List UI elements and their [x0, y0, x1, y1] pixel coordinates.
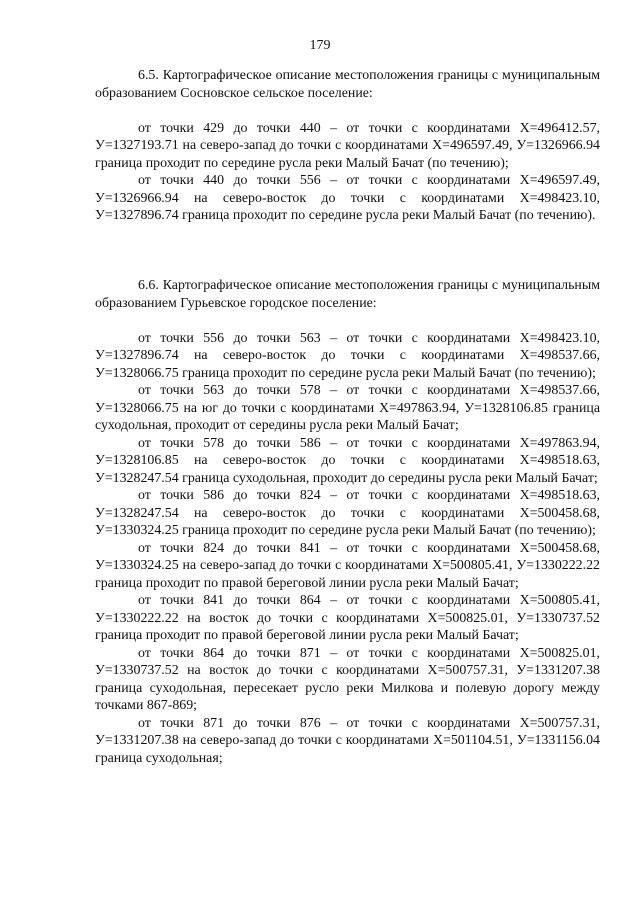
boundary-paragraph: от точки 871 до точки 876 – от точки с координатами Х=500757.31, У=1331207.38 на северо-запад до точки с координатами Х=501104.51, У=1331156.04 граница суходольная; [95, 715, 600, 766]
boundary-paragraph: от точки 864 до точки 871 – от точки с координатами Х=500825.01, У=1330737.52 на восток до точки с координатами Х=500757.31, У=1331207.38 граница суходольная, пересекает русло реки Милкова и полевую дорогу между точками 867-869; [95, 645, 600, 713]
boundary-paragraph: от точки 556 до точки 563 – от точки с координатами Х=498423.10, У=1327896.74 на северо-восток до точки с координатами Х=498537.66, У=1328066.75 граница проходит по середине русла реки Малый Бачат (по течению); [95, 330, 600, 381]
section-heading: 6.6. Картографическое описание местоположения границы с муниципальным образованием Гурьевское городское поселение: [95, 278, 600, 311]
section-heading: 6.5. Картографическое описание местоположения границы с муниципальным образованием Сосновское сельское поселение: [95, 68, 600, 101]
spacer [95, 312, 600, 330]
spacer [95, 102, 600, 120]
boundary-paragraph: от точки 563 до точки 578 – от точки с координатами Х=498537.66, У=1328066.75 на юг до точки с координатами Х=497863.94, У=1328106.85 граница суходольная, проходит от середины русла реки Малый Бачат; [95, 383, 600, 433]
boundary-paragraph: от точки 578 до точки 586 – от точки с координатами Х=497863.94, У=1328106.85 на северо-восток до точки с координатами Х=498518.63, У=1328247.54 граница суходольная, проходит до середины русла реки Малый Бачат; [95, 435, 600, 486]
boundary-paragraph: от точки 586 до точки 824 – от точки с координатами Х=498518.63, У=1328247.54 на северо-восток до точки с координатами Х=500458.68, У=1330324.25 граница проходит по середине русла реки Малый Бачат (по течению); [95, 488, 600, 538]
page-number: 179 [309, 38, 331, 53]
boundary-paragraph: от точки 824 до точки 841 – от точки с координатами Х=500458.68, У=1330324.25 на северо-запад до точки с координатами Х=500805.41, У=1330222.22 граница проходит по правой береговой линии русла реки Малый Бачат; [95, 540, 600, 591]
section-6-6 [95, 277, 600, 767]
section-6-5 [95, 67, 600, 225]
boundary-paragraph: от точки 429 до точки 440 – от точки с координатами Х=496412.57, У=1327193.71 на северо-запад до точки с координатами Х=496597.49, У=1326966.94 граница проходит по середине русла реки Малый Бачат (по течению); [95, 120, 600, 171]
boundary-paragraph: от точки 440 до точки 556 – от точки с координатами Х=496597.49, У=1326966.94 на северо-восток до точки с координатами Х=498423.10, У=1327896.74 граница проходит по середине русла реки Малый Бачат (по течению). [95, 173, 600, 223]
boundary-paragraph: от точки 841 до точки 864 – от точки с координатами Х=500805.41, У=1330222.22 на восток до точки с координатами Х=500825.01, У=1330737.52 граница проходит по правой береговой линии русла реки Малый Бачат; [95, 593, 600, 643]
